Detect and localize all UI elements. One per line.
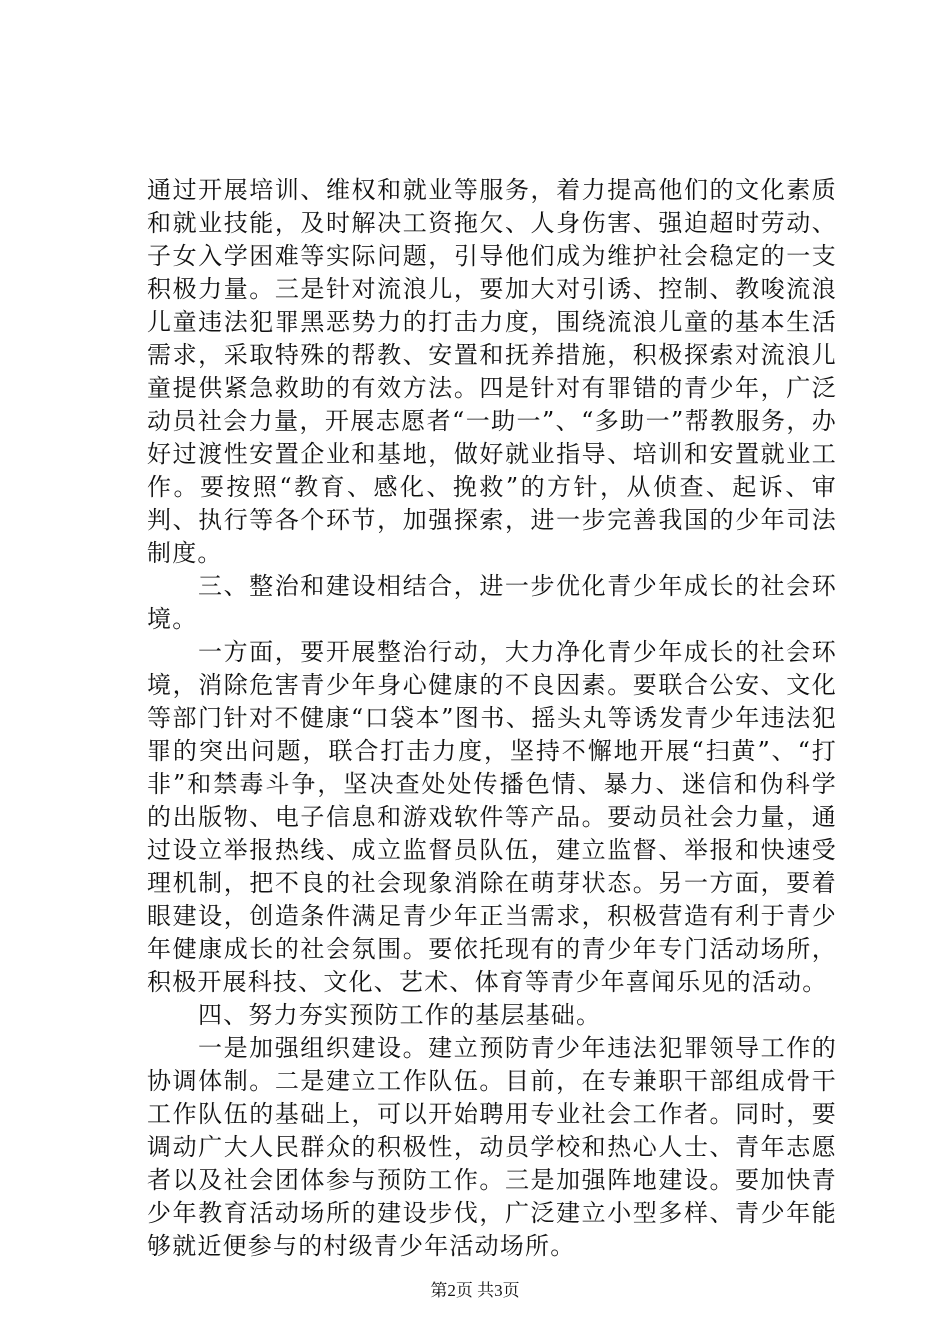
paragraph: 一是加强组织建设。建立预防青少年违法犯罪领导工作的协调体制。二是建立工作队伍。目前，在专兼职干部组成骨干工作队伍的基础上，可以开始聘用专业社会工作者。同时，要调动广大人民群众的积极性，动员学校和热心人士、青年志愿者以及社会团体参与预防工作。三是加强阵地建设。要加快青少年教育活动场所的建设步伐，广泛建立小型多样、青少年能够就近便参与的村级青少年活动场所。	[147, 1034, 837, 1260]
page-footer: 第2页 共3页	[430, 1281, 520, 1300]
section-heading-3: 三、整治和建设相结合，进一步优化青少年成长的社会环境。	[147, 572, 837, 633]
paragraph: 一方面，要开展整治行动，大力净化青少年成长的社会环境，消除危害青少年身心健康的不良因素。要联合公安、文化等部门针对不健康“口袋本”图书、摇头丸等诱发青少年违法犯罪的突出问题，联合打击力度，坚持不懈地开展“扫黄”、“打非”和禁毒斗争，坚决查处处传播色情、暴力、迷信和伪科学的出版物、电子信息和游戏软件等产品。要动员社会力量，通过设立举报热线、成立监督员队伍，建立监督、举报和快速受理机制，把不良的社会现象消除在萌芽状态。另一方面，要着眼建设，创造条件满足青少年正当需求，积极营造有利于青少年健康成长的社会氛围。要依托现有的青少年专门活动场所，积极开展科技、文化、艺术、体育等青少年喜闻乐见的活动。	[147, 638, 837, 996]
section-heading-4: 四、努力夯实预防工作的基层基础。	[198, 1001, 602, 1029]
paragraph-continuation: 通过开展培训、维权和就业等服务，着力提高他们的文化素质和就业技能，及时解决工资拖欠、人身伤害、强迫超时劳动、子女入学困难等实际问题，引导他们成为维护社会稳定的一支积极力量。三是针对流浪儿，要加大对引诱、控制、教唆流浪儿童违法犯罪黑恶势力的打击力度，围绕流浪儿童的基本生活需求，采取特殊的帮教、安置和抚养措施，积极探索对流浪儿童提供紧急救助的有效方法。四是针对有罪错的青少年，广泛动员社会力量，开展志愿者“一助一”、“多助一”帮教服务，办好过渡性安置企业和基地，做好就业指导、培训和安置就业工作。要按照“教育、感化、挽救”的方针，从侦查、起诉、审判、执行等各个环节，加强探索，进一步完善我国的少年司法制度。	[147, 176, 837, 567]
document-body	[147, 174, 837, 1263]
